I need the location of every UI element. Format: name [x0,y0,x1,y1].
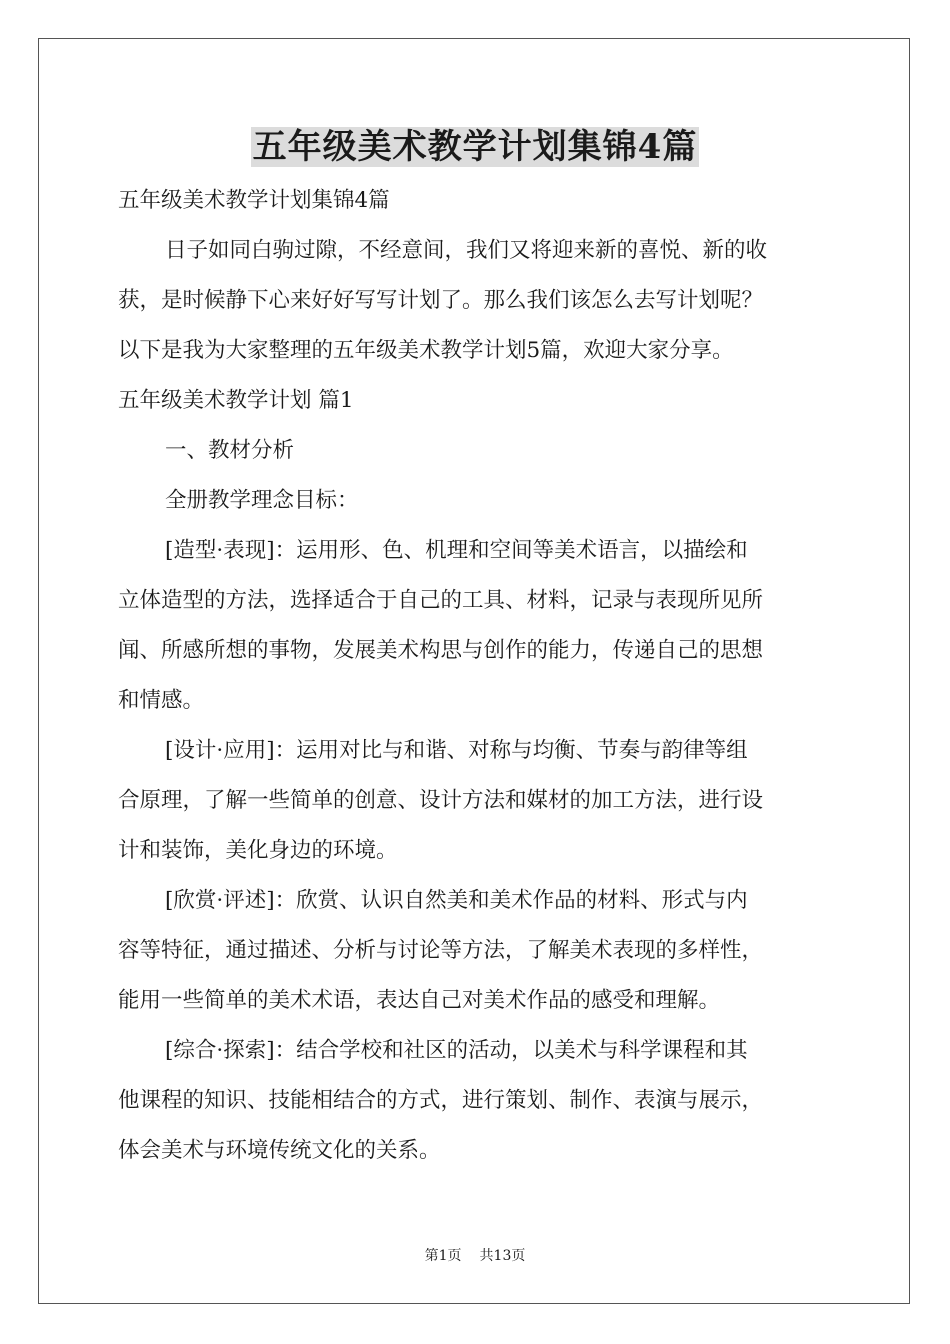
page-footer [0,1246,950,1266]
document-body [118,176,834,1176]
text-line: 五年级美术教学计划 篇1 [118,388,354,413]
page-number: 第1页 [424,1248,462,1264]
text-line: 容等特征，通过描述、分析与讨论等方法，了解美术表现的多样性， [118,938,764,963]
text-line: 一、教材分析 [165,438,295,463]
text-line: 合原理，了解一些简单的创意、设计方法和媒材的加工方法，进行设 [118,788,764,813]
text-line: 以下是我为大家整理的五年级美术教学计划5篇，欢迎大家分享。 [118,338,734,363]
text-line: [造型·表现]：运用形、色、机理和空间等美术语言，以描绘和 [165,538,748,563]
text-line: [设计·应用]：运用对比与和谐、对称与均衡、节奏与韵律等组 [165,738,748,763]
text-line: [综合·探索]：结合学校和社区的活动，以美术与科学课程和其 [165,1038,748,1063]
page-total: 共13页 [479,1248,526,1264]
text-line: 五年级美术教学计划集锦4篇 [118,188,390,213]
text-line: 全册教学理念目标： [165,488,359,513]
text-line: 能用一些简单的美术术语，表达自己对美术作品的感受和理解。 [118,988,721,1013]
text-line: 立体造型的方法，选择适合于自己的工具、材料，记录与表现所见所 [118,588,764,613]
text-line: 闻、所感所想的事物，发展美术构思与创作的能力，传递自己的思想 [118,638,764,663]
text-line: 计和装饰，美化身边的环境。 [118,838,398,863]
text-line: 他课程的知识、技能相结合的方式，进行策划、制作、表演与展示， [118,1088,764,1113]
text-line: [欣赏·评述]：欣赏、认识自然美和美术作品的材料、形式与内 [165,888,748,913]
text-line: 获，是时候静下心来好好写写计划了。那么我们该怎么去写计划呢？ [118,288,764,313]
text-line: 和情感。 [118,688,205,713]
document-title-text: 五年级美术教学计划集锦4篇 [252,127,698,167]
text-line: 日子如同白驹过隙，不经意间，我们又将迎来新的喜悦、新的收 [165,238,768,263]
text-line: 体会美术与环境传统文化的关系。 [118,1138,441,1163]
document-title [0,124,950,170]
